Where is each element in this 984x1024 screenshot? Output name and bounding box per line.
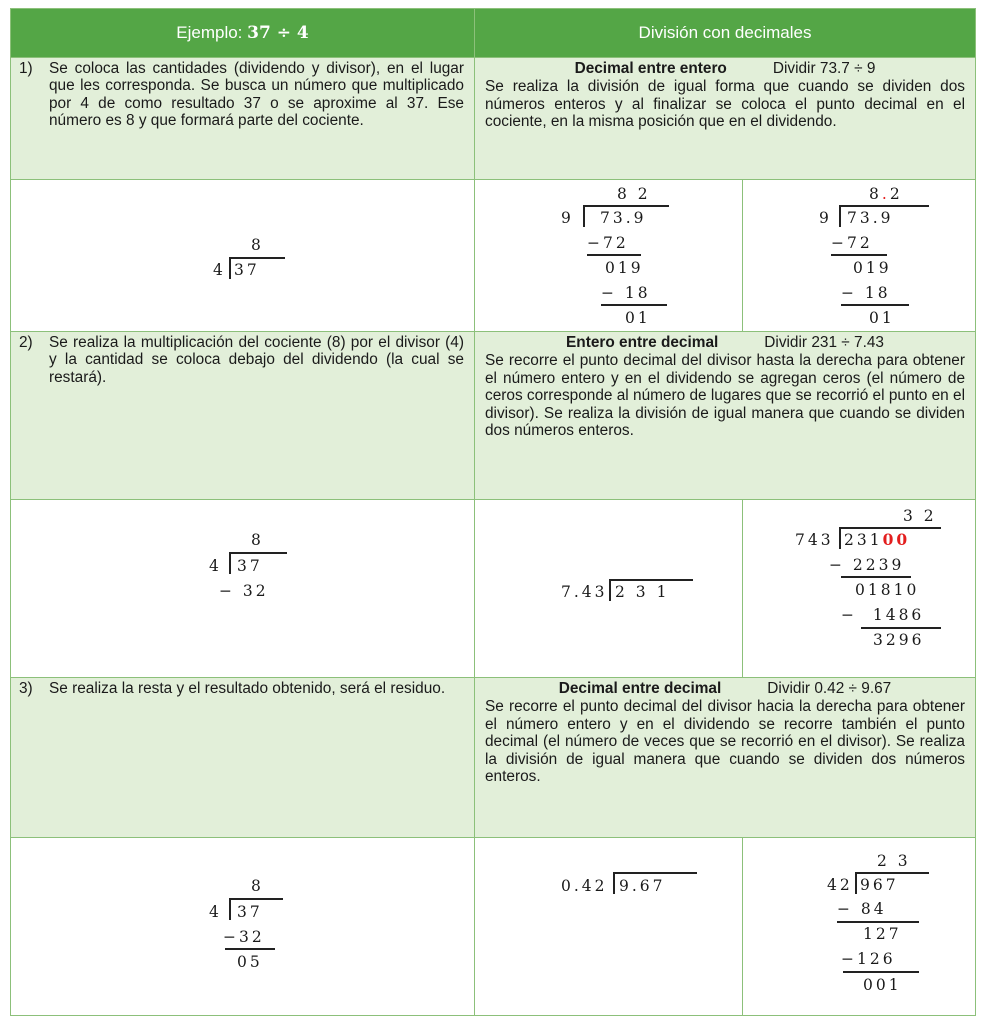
step-1 — [11, 57, 474, 179]
dividend — [844, 531, 910, 549]
column-divider — [742, 837, 743, 1015]
case-3 — [475, 677, 975, 837]
subtrahend: − 32 — [219, 582, 269, 600]
case-divide-label: Dividir — [767, 680, 811, 697]
remainder: 05 — [237, 953, 263, 971]
work-a2 — [11, 499, 474, 677]
dividend: 37 — [234, 261, 260, 279]
case-divide-label: Dividir — [772, 60, 816, 77]
subtraction-bar — [831, 254, 887, 256]
dividend: 73.9 — [600, 209, 647, 227]
subtraction-bar — [225, 948, 275, 950]
row-divider — [11, 57, 975, 58]
division-bracket — [855, 872, 857, 894]
work-c1 — [743, 179, 975, 331]
work-b1 — [475, 179, 742, 331]
division-bar — [839, 205, 929, 207]
work-c2 — [743, 499, 975, 677]
work-c3 — [743, 837, 975, 1015]
row-divider — [11, 677, 975, 678]
quotient-point: . — [881, 185, 890, 203]
remainder-final: 3296 — [873, 631, 925, 649]
dividend: 2 3 1 — [615, 583, 670, 601]
quotient — [869, 185, 903, 203]
column-divider — [742, 499, 743, 677]
divisor: 0.42 — [561, 877, 608, 895]
case-expr: 231 ÷ 7.43 — [811, 334, 884, 351]
step-number: 2) — [19, 334, 33, 351]
quotient: 8 — [251, 236, 264, 254]
remainder-1: 01810 — [855, 581, 920, 599]
dividend: 37 — [237, 557, 263, 575]
quotient: 2 3 — [877, 852, 911, 870]
subtrahend-1: −72 — [831, 234, 873, 252]
dividend: 9.67 — [619, 877, 666, 895]
dividend: 73.9 — [847, 209, 894, 227]
divisor: 4 — [209, 903, 222, 921]
case-text: Se recorre el punto decimal del divisor hacia la derecha para obtener el número entero y en el dividendo se recorre también el punto decimal (el número de veces que se recorrió en el divisor). Se realiza la división de igual manera que cuando se dividen dos números enteros. — [485, 698, 965, 786]
quotient-dec: 2 — [889, 185, 903, 203]
subtrahend-2: − 18 — [601, 284, 651, 302]
division-bracket — [229, 552, 231, 574]
division-bracket — [609, 579, 611, 601]
division-bar — [839, 527, 941, 529]
quotient: 8 2 — [617, 185, 651, 203]
division-bracket — [583, 205, 585, 227]
division-bracket — [613, 872, 615, 894]
header-right — [475, 9, 975, 57]
step-number: 1) — [19, 60, 33, 77]
subtraction-bar — [841, 304, 909, 306]
case-expr: 0.42 ÷ 9.67 — [814, 680, 892, 697]
subtrahend-1: − 2239 — [829, 556, 905, 574]
row-divider — [11, 179, 975, 180]
dividend-digits: 231 — [844, 531, 883, 549]
subtrahend-2: −126 — [841, 950, 896, 968]
quotient-int: 8 — [869, 185, 882, 203]
subtrahend-2: − 18 — [841, 284, 891, 302]
remainder-1: 127 — [863, 925, 902, 943]
division-bracket — [839, 527, 841, 549]
dividend: 37 — [237, 903, 263, 921]
work-a3 — [11, 837, 474, 1015]
step-text: Se realiza la resta y el resultado obtenido, será el residuo. — [49, 680, 446, 697]
divisor: 7.43 — [561, 583, 608, 601]
remainder-1: 019 — [605, 259, 644, 277]
division-table — [10, 8, 976, 1016]
header-left-prefix: Ejemplo: — [176, 23, 243, 42]
division-bar — [229, 552, 287, 554]
subtraction-bar — [843, 971, 919, 973]
work-b2 — [475, 499, 742, 677]
division-bar — [609, 579, 693, 581]
case-title: Decimal entre entero — [574, 60, 727, 77]
step-text: Se coloca las cantidades (dividendo y divisor), en el lugar que les corresponda. Se busca un número que multiplicado por 4 de como resultado 37 o se aproxime al 37. Ese número es 8 y que formará parte del cociente. — [49, 60, 464, 130]
quotient: 8 — [251, 877, 264, 895]
step-3 — [11, 677, 474, 837]
subtraction-bar — [837, 921, 919, 923]
header-left — [11, 9, 474, 57]
remainder-final: 01 — [869, 309, 895, 327]
subtraction-bar — [841, 576, 911, 578]
divisor: 4 — [213, 261, 226, 279]
division-bar — [583, 205, 669, 207]
subtrahend: −32 — [223, 928, 265, 946]
added-zeros: 00 — [882, 530, 911, 549]
division-bar — [229, 898, 283, 900]
division-bracket — [229, 257, 231, 279]
case-expr: 73.7 ÷ 9 — [819, 60, 876, 77]
case-2 — [475, 331, 975, 499]
work-a1 — [11, 179, 474, 331]
quotient: 8 — [251, 531, 264, 549]
subtraction-bar — [861, 627, 941, 629]
division-bar — [229, 257, 285, 259]
row-divider — [11, 837, 975, 838]
work-b3 — [475, 837, 742, 1015]
division-bar — [855, 872, 929, 874]
row-divider — [11, 331, 975, 332]
divisor: 9 — [561, 209, 574, 227]
step-2 — [11, 331, 474, 499]
row-divider — [11, 499, 975, 500]
step-number: 3) — [19, 680, 33, 697]
case-title: Decimal entre decimal — [558, 680, 722, 697]
subtraction-bar — [601, 304, 667, 306]
division-bar — [613, 872, 697, 874]
divisor: 4 — [209, 557, 222, 575]
remainder-1: 019 — [853, 259, 892, 277]
divisor: 9 — [819, 209, 832, 227]
subtrahend-1: − 84 — [837, 900, 887, 918]
column-divider — [742, 179, 743, 331]
remainder-final: 001 — [863, 976, 902, 994]
divisor: 42 — [827, 876, 853, 894]
step-text: Se realiza la multiplicación del cociente (8) por el divisor (4) y la cantidad se coloca debajo del dividendo (la cual se restará). — [49, 334, 464, 386]
subtrahend-2: − 1486 — [841, 606, 925, 624]
header-left-expr: 37 ÷ 4 — [247, 23, 309, 43]
division-bracket — [839, 205, 841, 227]
quotient: 3 2 — [903, 507, 937, 525]
case-1 — [475, 57, 975, 179]
header-right-title: División con decimales — [638, 23, 812, 42]
divisor: 743 — [795, 531, 834, 549]
column-divider — [474, 9, 475, 1015]
remainder-final: 01 — [625, 309, 651, 327]
subtrahend-1: −72 — [587, 234, 629, 252]
case-title: Entero entre decimal — [566, 334, 719, 351]
case-text: Se realiza la división de igual forma que cuando se dividen dos números enteros y al finalizar se coloca el punto decimal en el cociente, en la misma posición que en el dividendo. — [485, 78, 965, 131]
division-bracket — [229, 898, 231, 920]
subtraction-bar — [587, 254, 641, 256]
case-divide-label: Dividir — [764, 334, 808, 351]
dividend: 967 — [860, 876, 899, 894]
case-text: Se recorre el punto decimal del divisor hasta la derecha para obtener el número entero y en el dividendo se agregan ceros (el número de ceros corresponde al número de lugares que se recorrió el punto en el divisor). Se realiza la división de igual manera que cuando se dividen dos números enteros. — [485, 352, 965, 440]
